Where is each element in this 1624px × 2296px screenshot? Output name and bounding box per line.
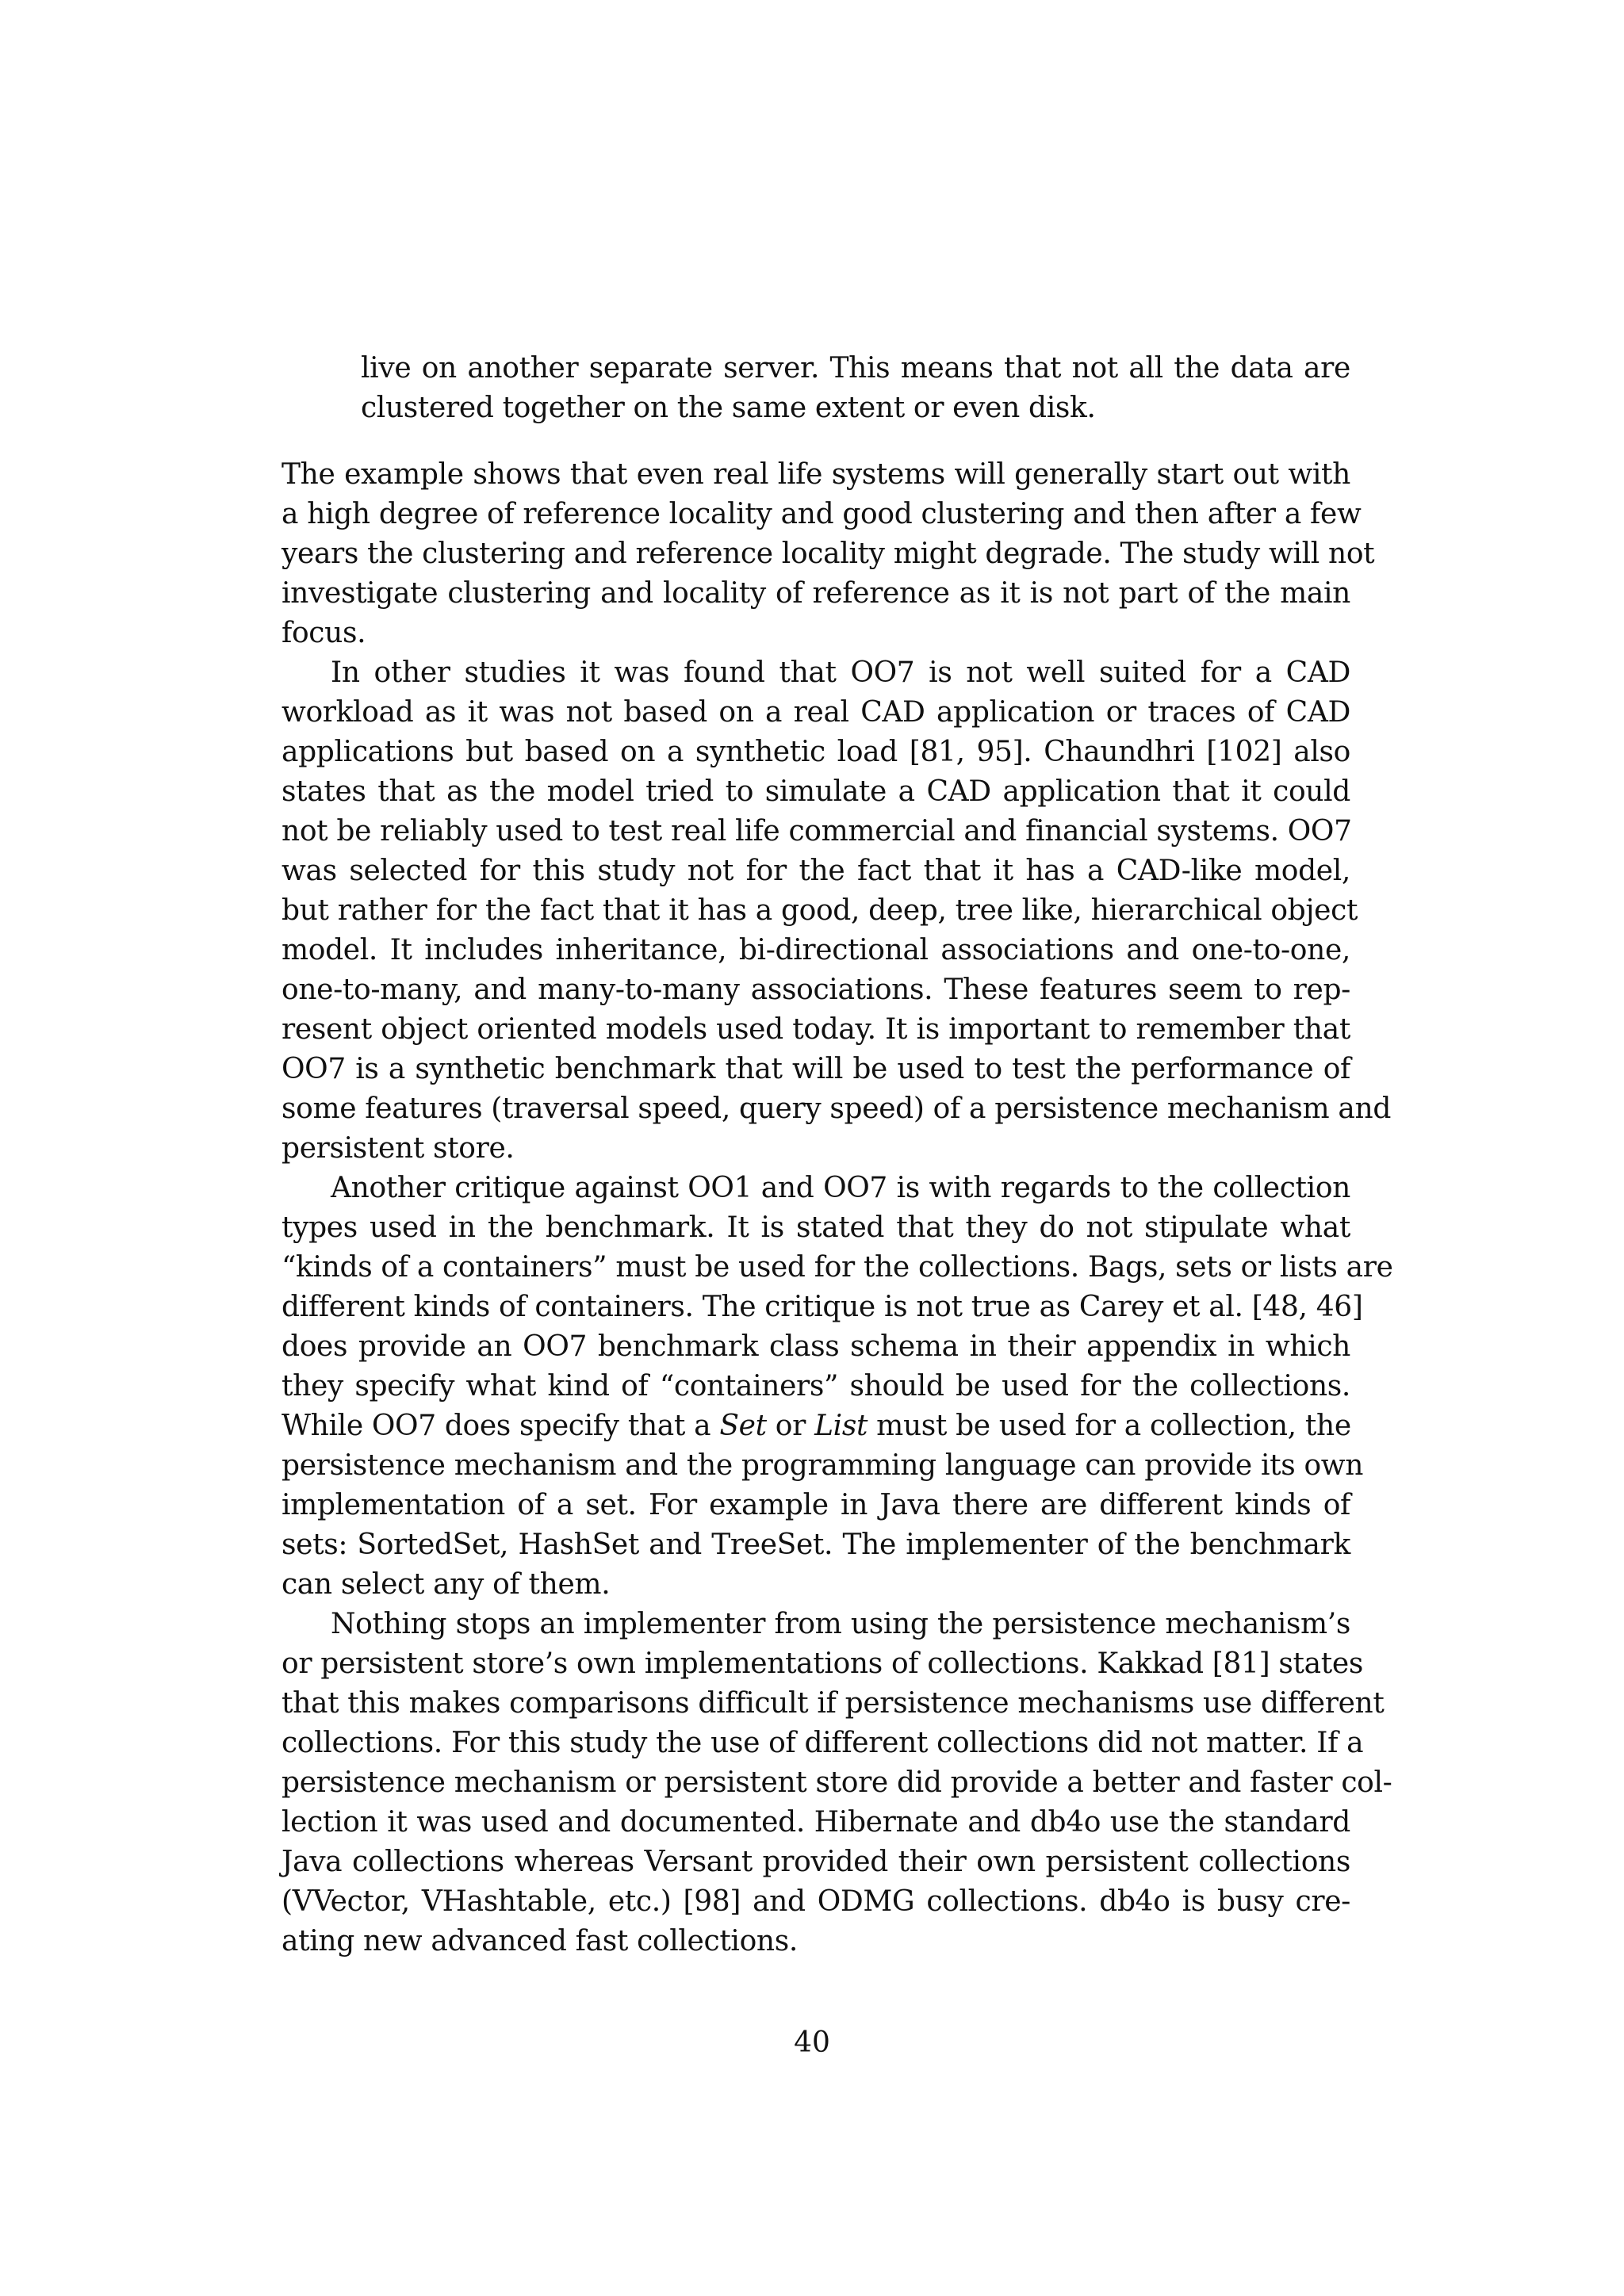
paragraph-3 xyxy=(282,1169,1393,1605)
text-line: (VVector, VHashtable, etc.) [98] and ODMG collections. db4o is busy cre- xyxy=(282,1885,1350,1918)
text-line: that this makes comparisons difficult if persistence mechanisms use different xyxy=(282,1687,1385,1720)
text-line: In other studies it was found that OO7 is not well suited for a CAD xyxy=(331,656,1350,689)
text-line: focus. xyxy=(282,617,366,649)
text-line: years the clustering and reference locality might degrade. The study will not xyxy=(282,538,1375,570)
text-line: a high degree of reference locality and good clustering and then after a few xyxy=(282,498,1362,530)
text-line: or persistent store’s own implementations of collections. Kakkad [81] states xyxy=(282,1647,1363,1680)
italic-term-list: List xyxy=(814,1410,868,1442)
text-line: they specify what kind of “containers” should be used for the collections. xyxy=(282,1370,1350,1402)
paragraph-2 xyxy=(282,653,1392,1169)
paragraph-gap xyxy=(282,428,1350,455)
text-run: or xyxy=(766,1410,815,1442)
text-line: some features (traversal speed, query speed) of a persistence mechanism and xyxy=(282,1093,1392,1125)
text-line: persistence mechanism or persistent store did provide a better and faster col- xyxy=(282,1766,1392,1799)
text-line: but rather for the fact that it has a good, deep, tree like, hierarchical object xyxy=(282,894,1358,927)
page-number: 40 xyxy=(794,2026,830,2059)
text-line: persistence mechanism and the programming language can provide its own xyxy=(282,1449,1364,1482)
italic-term-set: Set xyxy=(719,1410,767,1442)
text-line: can select any of them. xyxy=(282,1568,611,1601)
text-line: model. It includes inheritance, bi-directional associations and one-to-one, xyxy=(282,934,1350,966)
text-line: Another critique against OO1 and OO7 is with regards to the collection xyxy=(331,1172,1350,1204)
text-line: types used in the benchmark. It is stated that they do not stipulate what xyxy=(282,1211,1350,1244)
text-line: collections. For this study the use of different collections did not matter. If a xyxy=(282,1727,1364,1759)
text-line: persistent store. xyxy=(282,1132,515,1165)
text-line: does provide an OO7 benchmark class schema in their appendix in which xyxy=(282,1330,1350,1363)
text-line: was selected for this study not for the fact that it has a CAD-like model, xyxy=(282,855,1350,887)
text-line: clustered together on the same extent or even disk. xyxy=(361,392,1096,424)
text-line: one-to-many, and many-to-many associations. These features seem to rep- xyxy=(282,974,1350,1006)
text-line: states that as the model tried to simulate a CAD application that it could xyxy=(282,775,1350,808)
text-line: The example shows that even real life systems will generally start out with xyxy=(282,458,1350,491)
text-line: sets: SortedSet, HashSet and TreeSet. The implementer of the benchmark xyxy=(282,1529,1350,1561)
text-line: resent object oriented models used today. It is important to remember that xyxy=(282,1013,1350,1046)
text-line: ating new advanced fast collections. xyxy=(282,1925,798,1957)
paragraph-1 xyxy=(282,455,1375,653)
text-line: “kinds of a containers” must be used for the collections. Bags, sets or lists are xyxy=(282,1251,1393,1284)
paragraph-4 xyxy=(282,1605,1392,1961)
text-run: must be used for a collection, the xyxy=(868,1410,1351,1442)
text-line-with-italics xyxy=(282,1406,1350,1446)
text-line: investigate clustering and locality of reference as it is not part of the main xyxy=(282,577,1350,610)
text-line: lection it was used and documented. Hibernate and db4o use the standard xyxy=(282,1806,1350,1839)
text-line: implementation of a set. For example in Java there are different kinds of xyxy=(282,1489,1350,1521)
text-run: While OO7 does specify that a xyxy=(282,1410,720,1442)
text-line: live on another separate server. This means that not all the data are xyxy=(361,352,1350,385)
body-text xyxy=(282,349,1393,1961)
text-line: not be reliably used to test real life commercial and financial systems. OO7 xyxy=(282,815,1352,848)
quote-continuation xyxy=(361,349,1350,428)
text-line: Java collections whereas Versant provided their own persistent collections xyxy=(282,1846,1350,1878)
text-line: Nothing stops an implementer from using the persistence mechanism’s xyxy=(331,1608,1350,1640)
text-line: different kinds of containers. The critique is not true as Carey et al. [48, 46] xyxy=(282,1291,1363,1323)
text-line: workload as it was not based on a real CAD application or traces of CAD xyxy=(282,696,1350,729)
text-line: applications but based on a synthetic load [81, 95]. Chaundhri [102] also xyxy=(282,736,1350,768)
text-line: OO7 is a synthetic benchmark that will be used to test the performance of xyxy=(282,1053,1350,1085)
